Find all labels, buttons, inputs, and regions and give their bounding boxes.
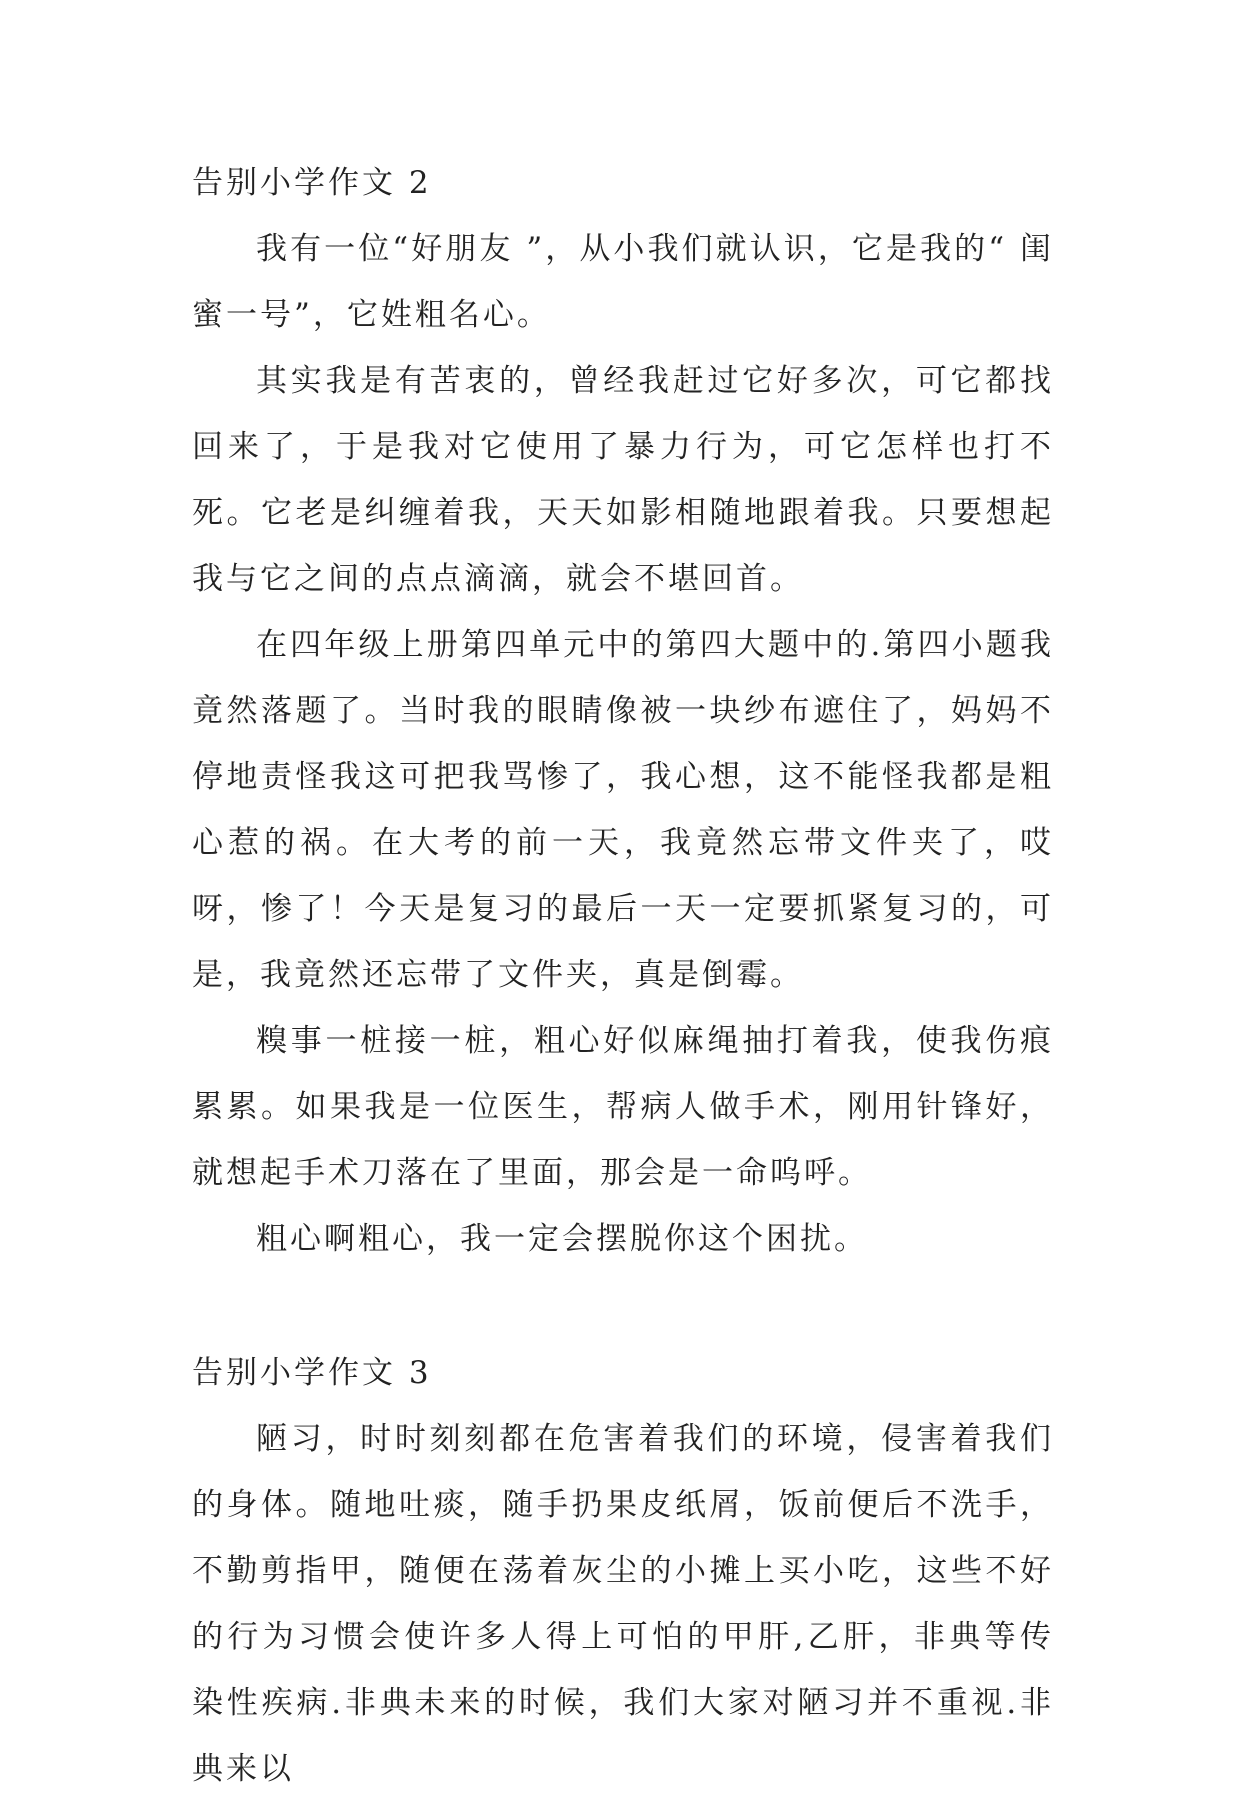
- paragraph: 糗事一桩接一桩，粗心好似麻绳抽打着我，使我伤痕累累。如果我是一位医生，帮病人做手术，刚用针锋好，就想起手术刀落在了里面，那会是一命呜呼。: [192, 1023, 1054, 1191]
- essay-section-2: [192, 150, 1054, 1272]
- paragraph: 其实我是有苦衷的，曾经我赶过它好多次，可它都找回来了，于是我对它使用了暴力行为，可它怎样也打不死。它老是纠缠着我，天天如影相随地跟着我。只要想起我与它之间的点点滴滴，就会不堪回首。: [192, 363, 1054, 597]
- essay-section-3: [192, 1340, 1054, 1802]
- essay-title: 告别小学作文 2: [192, 165, 432, 201]
- document-body: [192, 150, 1054, 1802]
- section-divider: [192, 1272, 1054, 1340]
- paragraph: 粗心啊粗心，我一定会摆脱你这个困扰。: [256, 1221, 868, 1257]
- paragraph: 陋习，时时刻刻都在危害着我们的环境，侵害着我们的身体。随地吐痰，随手扔果皮纸屑，饭前便后不洗手，不勤剪指甲，随便在荡着灰尘的小摊上买小吃，这些不好的行为习惯会使许多人得上可怕的甲肝,乙肝，非典等传染性疾病.非典未来的时候，我们大家对陋习并不重视.非典来以: [192, 1421, 1054, 1787]
- essay-title: 告别小学作文 3: [192, 1355, 432, 1391]
- paragraph: 我有一位“好朋友 ”，从小我们就认识，它是我的“ 闺蜜一号”，它姓粗名心。: [192, 231, 1054, 333]
- paragraph: 在四年级上册第四单元中的第四大题中的.第四小题我竟然落题了。当时我的眼睛像被一块纱布遮住了，妈妈不停地责怪我这可把我骂惨了，我心想，这不能怪我都是粗心惹的祸。在大考的前一天，我竟然忘带文件夹了，哎呀，惨了！今天是复习的最后一天一定要抓紧复习的，可是，我竟然还忘带了文件夹，真是倒霉。: [192, 627, 1054, 993]
